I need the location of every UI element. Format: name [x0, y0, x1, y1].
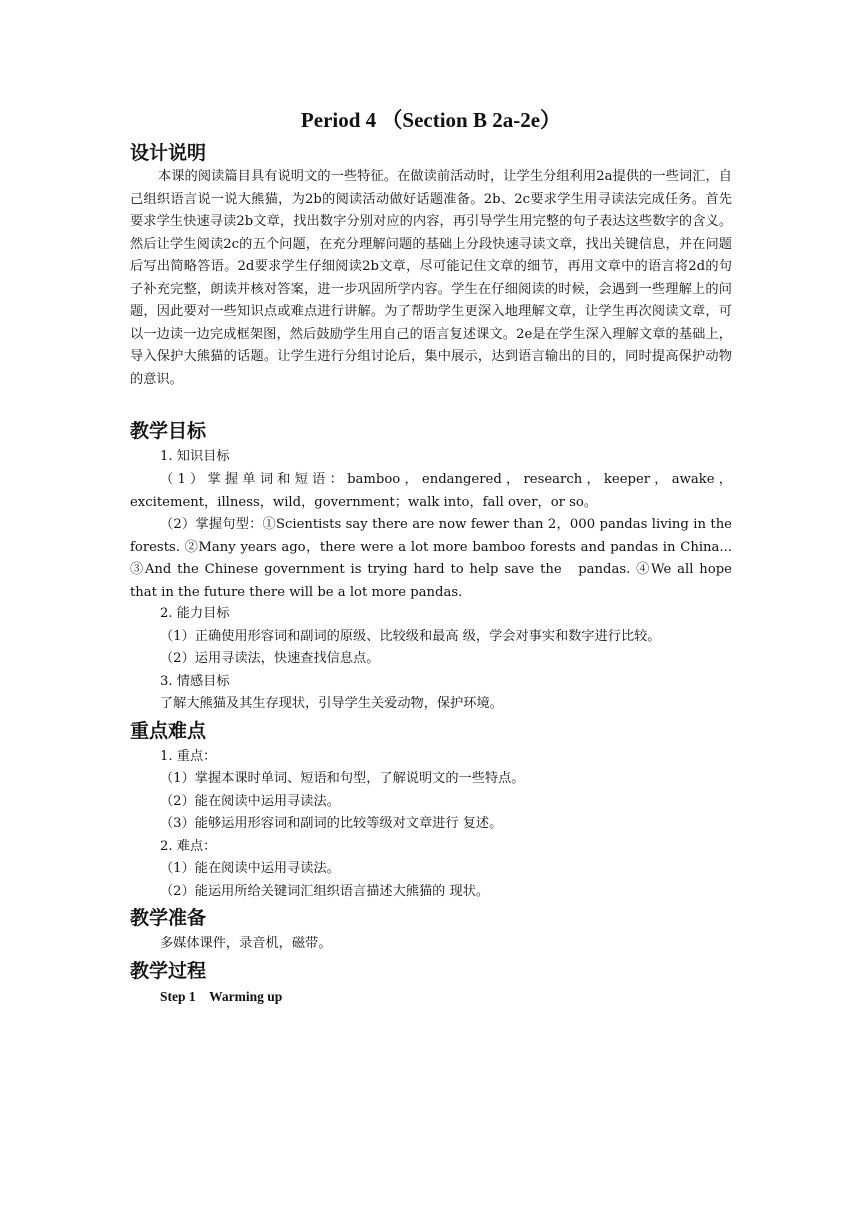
section-heading-objectives: 教学目标	[130, 420, 207, 442]
focus-label: 1. 重点：	[160, 749, 217, 764]
ability-objective-1: （1）正确使用形容词和副词的原级、比较级和最高 级，学会对事实和数字进行比较。	[160, 629, 661, 644]
page-title: Period 4 （Section B 2a-2e）	[300, 108, 562, 132]
design-description: 本课的阅读篇目具有说明文的一些特征。在做读前活动时，让学生分组利用2a提供的一些词汇，自己组织语言说一说大熊猫，为2b的阅读活动做好话题准备。2b、2c要求学生用寻读法完成任务。首先要求学生快速寻读2b文章，找出数字分别对应的内容，再引导学生用完整的句子表达这些数字的含义。然后让学生阅读2c的五个问题，在充分理解问题的基础上分段快速寻读文章，找出关键信息，并在问题后写出简略答语。2d要求学生仔细阅读2b文章，尽可能记住文章的细节，再用文章中的语言将2d的句子补充完整，朗读并核对答案，进一步巩固所学内容。学生在仔细阅读的时候，会遇到一些理解上的问题，因此要对一些知识点或难点进行讲解。为了帮助学生更深入地理解文章，让学生再次阅读文章，可以一边读一边完成框架图，然后鼓励学生用自己的语言复述课文。2e是在学生深入理解文章的基础上，导入保护大熊猫的话题。让学生进行分组讨论后，集中展示，达到语言输出的目的，同时提高保护动物的意识。	[130, 169, 732, 387]
difficulty-item-2: （2）能运用所给关键词汇组织语言描述大熊猫的 现状。	[160, 884, 490, 899]
emotion-objective-label: 3. 情感目标	[160, 674, 230, 689]
preparation-text: 多媒体课件，录音机，磁带。	[160, 936, 332, 951]
focus-item-3: （3）能够运用形容词和副词的比较等级对文章进行 复述。	[160, 816, 503, 831]
ability-objective-2: （2）运用寻读法，快速查找信息点。	[160, 651, 380, 666]
section-heading-process: 教学过程	[130, 960, 207, 982]
focus-item-2: （2）能在阅读中运用寻读法。	[160, 794, 340, 809]
sentence-pattern-objective: （2）掌握句型：①Scientists say there are now fewer than 2，000 pandas living in the forests. ②Many years ago，there were a lot more bamboo forests and pandas in China... ③And the Chinese government is trying hard to help save the pandas. ④We all hope that in the future there will be a lot more pandas.	[130, 517, 732, 600]
difficulty-item-1: （1）能在阅读中运用寻读法。	[160, 861, 340, 876]
section-heading-design: 设计说明	[130, 142, 207, 164]
emotion-objective-text: 了解大熊猫及其生存现状，引导学生关爱动物，保护环境。	[160, 696, 503, 711]
knowledge-objective-label: 1. 知识目标	[160, 449, 230, 464]
difficulty-label: 2. 难点：	[160, 839, 217, 854]
step-1-label: Step 1 Warming up	[160, 989, 283, 1004]
section-heading-preparation: 教学准备	[130, 907, 207, 929]
section-heading-key-points: 重点难点	[130, 720, 207, 742]
vocabulary-objective: （1）掌握单词和短语：bamboo，endangered，research，keeper，awake，excitement，illness，wild，government；walk into，fall over，or so。	[130, 472, 732, 510]
focus-item-1: （1）掌握本课时单词、短语和句型，了解说明文的一些特点。	[160, 771, 525, 786]
ability-objective-label: 2. 能力目标	[160, 606, 230, 621]
